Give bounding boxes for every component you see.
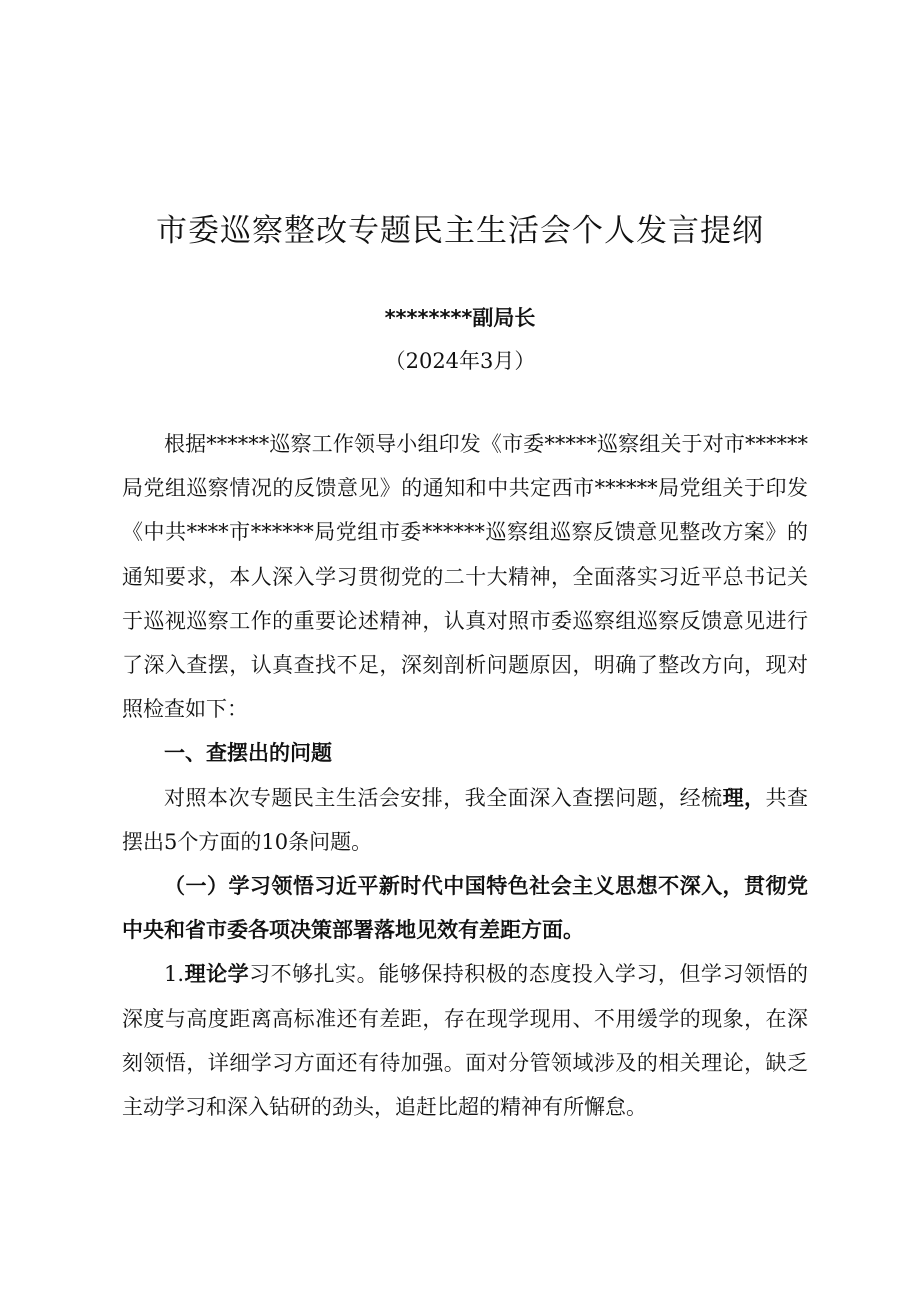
section-paragraph [122, 776, 808, 864]
section-heading: 一、查摆出的问题 [164, 741, 332, 766]
document-body [122, 422, 808, 1129]
intro-paragraph: 根据******巡察工作领导小组印发《市委*****巡察组关于对市******局党组巡察情况的反馈意见》的通知和中共定西市******局党组关于印发《中共****市******局党组市委******巡察组巡察反馈意见整改方案》的通知要求，本人深入学习贯彻党的二十大精神，全面落实习近平总书记关于巡视巡察工作的重要论述精神，认真对照市委巡察组巡察反馈意见进行了深入查摆，认真查找不足，深刻剖析问题原因，明确了整改方向，现对照检查如下： [122, 432, 808, 722]
document-author: ********副局长 [384, 306, 536, 330]
section-paragraph-bold: 理， [722, 784, 766, 810]
section-paragraph-start: 对照本次专题民主生活会安排，我全面深入查摆问题，经梳 [164, 785, 723, 810]
item-paragraph [122, 952, 808, 1129]
document-title: 市委巡察整改专题民主生活会个人发言提纲 [156, 213, 764, 249]
item-number: 1. [164, 962, 185, 987]
item-title-bold: 理论学 [184, 961, 250, 987]
section-paragraph-end: 共查摆出5个方面的10条问题。 [122, 785, 809, 854]
document-date: （2024年3月） [384, 349, 536, 373]
item-text: 习不够扎实。能够保持积极的态度投入学习，但学习领悟的深度与高度距离高标准还有差距，存在现学现用、不用缓学的现象，在深刻领悟，详细学习方面还有待加强。面对分管领域涉及的相关理论，缺乏主动学习和深入钻研的劲头，追赶比超的精神有所懈怠。 [122, 962, 808, 1120]
subsection-heading: （一）学习领悟习近平新时代中国特色社会主义思想不深入，贯彻党中央和省市委各项决策部署落地见效有差距方面。 [122, 873, 808, 943]
